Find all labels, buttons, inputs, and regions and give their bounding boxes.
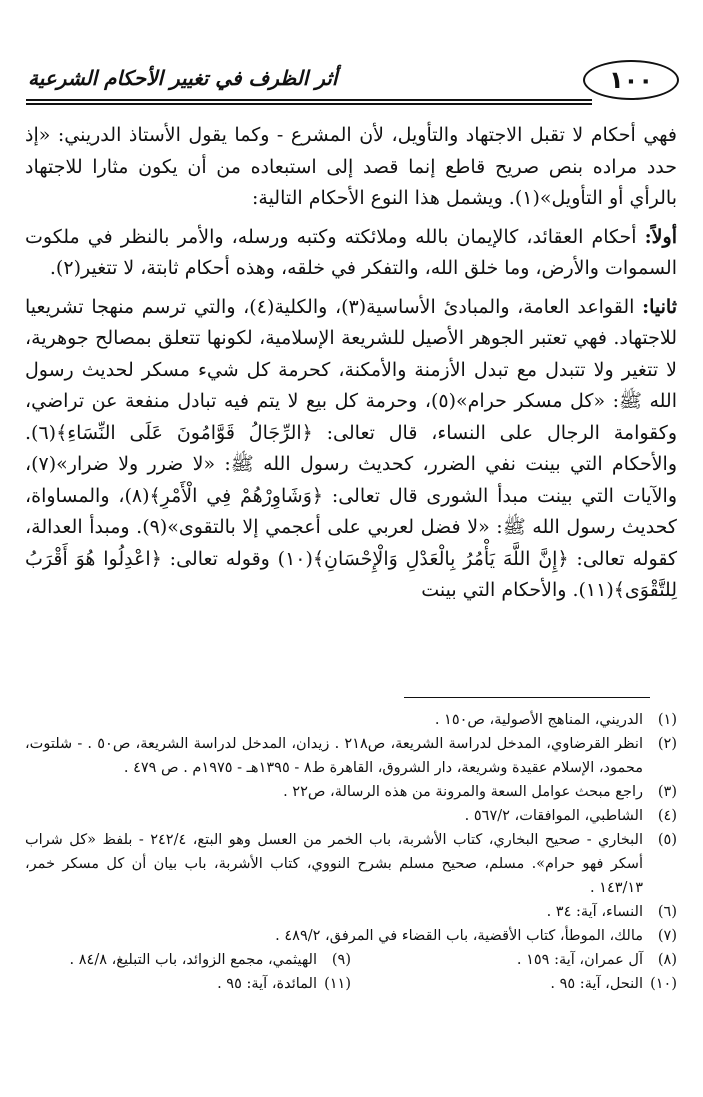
paragraph-first [25,222,677,285]
footnote-text: النساء، آية: ٣٤ . [546,904,643,920]
footnote-text: المائدة، آية: ٩٥ . [217,976,317,992]
footnote [25,828,677,900]
footnote-text: الدريني، المناهج الأصولية، ص١٥٠ . [434,712,643,728]
main-text [25,120,677,614]
footnote-text: انظر القرضاوي، المدخل لدراسة الشريعة، ص٢١٨ . زيدان، المدخل لدراسة الشريعة، ص٥٠ . - شلتوت، محمود، الإسلام عقيدة وشريعة، دار الشروق، القاهرة ط٨ - ١٣٩٥هـ - ١٩٧٥م . ص ٤٧٩ . [25,736,643,776]
footnote-text: آل عمران، آية: ١٥٩ . [516,952,643,968]
footnote [25,708,677,732]
footnote-number: (٦) [657,904,677,920]
footnotes [25,708,677,996]
paragraph-second-label: ثانيا: [642,295,677,318]
footnote-text: النحل، آية: ٩٥ . [550,976,643,992]
footnote-number: (٩) [331,952,351,968]
footnote [25,780,677,804]
paragraph-second-text: القواعد العامة، والمبادئ الأساسية(٣)، والكلية(٤)، والتي ترسم منهجا تشريعيا للاجتهاد. فهي تعتبر الجوهر الأصيل للشريعة الإسلامية، لكونها تتعلق بمصالح جوهرية، لا تتغير ولا تتبدل مع تبدل الأزمنة والأمكنة، كحرمة كل شيء مسكر لحديث رسول الله ﷺ: «كل مسكر حرام»(٥)، وحرمة كل بيع لا يتم فيه تبادل منفعة عن تراضي، وكقوامة الرجال على النساء، قال تعالى: ﴿الرِّجَالُ قَوَّامُونَ عَلَى النِّسَاءِ﴾(٦). والأحكام التي بينت نفي الضرر، كحديث رسول الله ﷺ: «لا ضرر ولا ضرار»(٧)، والآيات التي بينت مبدأ الشورى قال تعالى: ﴿وَشَاوِرْهُمْ فِي الْأَمْرِ﴾(٨)، والمساواة، كحديث رسول الله ﷺ: «لا فضل لعربي على أعجمي إلا بالتقوى»(٩). ومبدأ العدالة، كقوله تعالى: ﴿إِنَّ اللَّهَ يَأْمُرُ بِالْعَدْلِ وَالْإِحْسَانِ﴾(١٠) وقوله تعالى: ﴿اعْدِلُوا هُوَ أَقْرَبُ لِلتَّقْوَى﴾(١١). والأحكام التي بينت [25,295,678,601]
page-number-badge [583,60,679,100]
footnote-number: (٥) [657,832,677,848]
footnote [25,972,351,996]
footnote-number: (٨) [657,952,677,968]
footnote-pair-row [25,948,677,972]
footnote-text: مالك، الموطأ، كتاب الأقضية، باب القضاء في المرفق، ٤٨٩/٢ . [275,928,643,944]
paragraph-first-text: أحكام العقائد، كالإيمان بالله وملائكته وكتبه ورسله، والأمر بالنظر في ملكوت السموات والأرض، وما خلق الله، والتفكر في خلقه، وهذه أحكام ثابتة، لا تتغير(٢). [25,225,677,279]
footnote-number: (٧) [657,928,677,944]
footnote [25,732,677,780]
footnote [25,948,351,972]
footnote [25,924,677,948]
header-rule-bottom [26,103,592,105]
page-header [0,56,703,106]
footnote-text: الهيثمي، مجمع الزوائد، باب التبليغ، ٨٤/٨ . [69,952,317,968]
footnote-text: الشاطبي، الموافقات، ٥٦٧/٢ . [464,808,643,824]
footnote-number: (٣) [657,784,677,800]
paragraph-first-label: أولاً: [644,225,677,248]
footnote-number: (١١) [324,976,351,992]
footnote-number: (١) [657,712,677,728]
page-number: ١٠٠ [609,66,653,94]
footnote-text: البخاري - صحيح البخاري، كتاب الأشربة، باب الخمر من العسل وهو البتع، ٢٤٢/٤ - بلفظ «كل شراب أسكر فهو حرام». مسلم، صحيح مسلم بشرح النووي، كتاب الأشربة، باب بيان أن كل مسكر خمر، ١٤٣/١٣ . [25,832,643,896]
footnote-number: (٤) [657,808,677,824]
paragraph-second [25,292,677,607]
footnote-number: (٢) [657,736,677,752]
footnote [25,804,677,828]
paragraph-intro: فهي أحكام لا تقبل الاجتهاد والتأويل، لأن المشرع - وكما يقول الأستاذ الدريني: «إذ حدد مراده بنص صريح قاطع إنما قصد إلى استبعاده من أن يكون مثارا للاجتهاد بالرأي أو التأويل»(١). ويشمل هذا النوع الأحكام التالية: [25,124,677,209]
footnote [351,972,677,996]
running-title: أثر الظرف في تغيير الأحكام الشرعية [28,66,338,90]
footnote-text: راجع مبحث عوامل السعة والمرونة من هذه الرسالة، ص٢٢ . [283,784,643,800]
footnote [351,948,677,972]
footnote-number: (١٠) [650,976,677,992]
header-rule-top [26,99,592,101]
footnote [25,900,677,924]
footnote-separator [404,697,650,698]
footnote-pair-row [25,972,677,996]
